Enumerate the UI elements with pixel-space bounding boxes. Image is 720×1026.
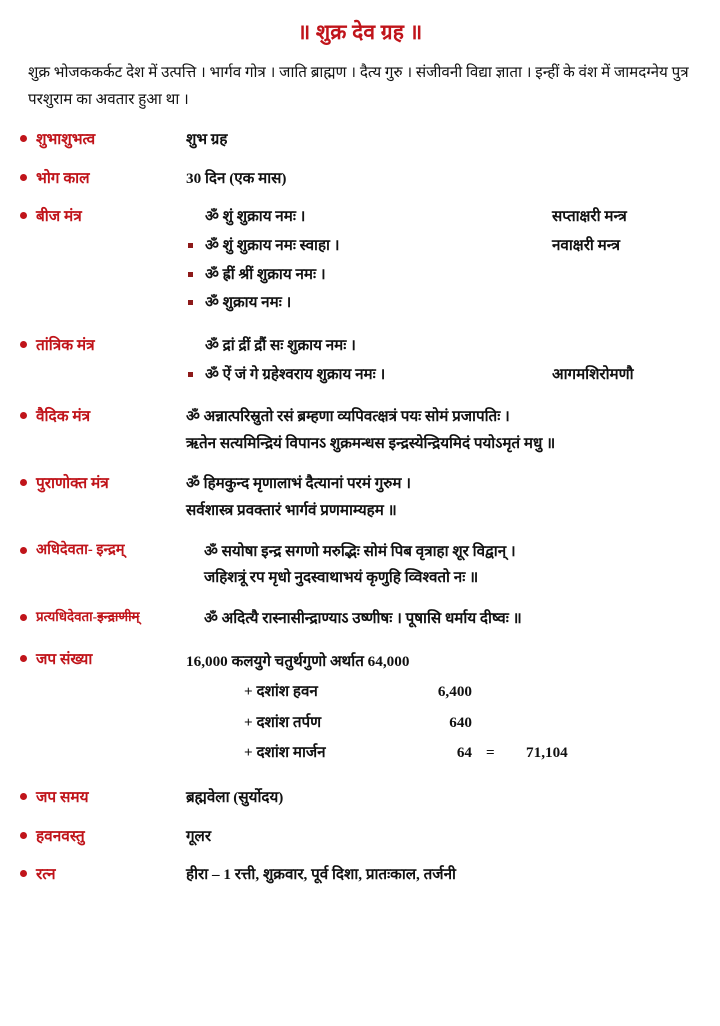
jap-row-label: + दशांश तर्पण — [244, 713, 322, 731]
mantra-text: ॐ शुं शुक्राय नमः । — [205, 208, 306, 226]
bullet — [18, 785, 36, 800]
row-value: गूलर — [186, 827, 212, 845]
list-item — [186, 234, 702, 259]
page-title: ॥ शुक्र देव ग्रह ॥ — [297, 20, 423, 44]
mantra-text: ॐ द्रां द्रीं द्रौं सः शुक्राय नमः । — [205, 336, 356, 354]
mantra-text: ॐ शुं शुक्राय नमः स्वाहा । — [205, 237, 340, 255]
row-label-strike: इन्द्राणीम् — [97, 608, 140, 624]
mantra-text: ॐ ह्रीं श्रीं शुक्राय नमः । — [205, 265, 326, 283]
mantra-text: सर्वशास्त्र प्रवक्तारं भार्गवं प्रणमाम्यहम ॥ — [186, 502, 397, 520]
mantra-list — [186, 334, 702, 387]
square-bullet-icon — [188, 300, 193, 305]
bullet — [18, 166, 36, 181]
bullet — [18, 333, 36, 348]
row-label: अधिदेवता- इन्द्रम् — [36, 541, 125, 558]
row-label: शुभाशुभत्व — [36, 131, 96, 149]
list-item — [18, 539, 702, 593]
mantra-note: नवाक्षरी मन्त्र — [552, 237, 621, 255]
jap-row-value: 64 — [456, 744, 472, 762]
mantra-list — [186, 205, 702, 316]
mantra-text: ॐ ऐं जं गे ग्रहेश्वराय शुक्राय नमः । — [205, 365, 386, 383]
row-label-prefix: प्रत्यधिदेवता- — [36, 608, 98, 624]
row-value — [186, 647, 702, 773]
row-label: तांत्रिक मंत्र — [36, 336, 95, 354]
row-label — [36, 606, 204, 627]
jap-row-label: + दशांश मार्जन — [244, 744, 326, 762]
row-label: जप समय — [36, 789, 89, 807]
list-item — [18, 606, 702, 634]
attribute-list — [18, 127, 702, 888]
bullet — [18, 862, 36, 877]
jap-row-label: + दशांश हवन — [244, 683, 318, 701]
list-item — [186, 205, 702, 230]
bullet — [18, 404, 36, 419]
row-label: रत्न — [36, 866, 56, 884]
list-item — [18, 824, 702, 850]
list-item — [18, 785, 702, 811]
jap-row-value: 640 — [449, 713, 472, 731]
table-row — [186, 741, 702, 766]
bullet — [18, 824, 36, 839]
jap-row-equals: = — [486, 744, 495, 762]
bullet — [18, 647, 36, 662]
mantra-text: ॐ अदित्यै रास्नासीन्द्राण्याऽ उष्णीषः । पूषासि धर्माय दीष्वः ॥ — [204, 609, 522, 627]
list-item — [18, 166, 702, 192]
row-value — [186, 471, 702, 525]
jap-row-total: 71,104 — [526, 744, 568, 762]
row-value — [204, 606, 702, 634]
jap-head: 16,000 कलयुगे चतुर्थगुणो अर्थात 64,000 — [186, 652, 410, 670]
list-item — [18, 127, 702, 153]
list-item — [186, 334, 702, 359]
mantra-text: ॐ सयोषा इन्द्र सगणो मरुद्भिः सोमं पिब वृत्राहा शूर विद्वान् । — [204, 542, 516, 560]
bullet — [18, 606, 36, 621]
list-item — [18, 204, 702, 320]
row-label: भोग काल — [36, 169, 90, 187]
mantra-note: सप्ताक्षरी मन्त्र — [552, 208, 627, 226]
row-value: ब्रह्मवेला (सुर्योदय) — [186, 789, 284, 807]
row-value: शुभ ग्रह — [186, 131, 228, 149]
mantra-text: ऋतेन सत्यमिन्द्रियं विपानऽ शुक्रमन्धस इन्द्रस्येन्द्रियमिदं पयोऽमृतं मधु ॥ — [186, 434, 556, 452]
row-value — [204, 539, 702, 593]
row-value: हीरा – 1 रत्ती, शुक्रवार, पूर्व दिशा, प्रातःकाल, तर्जनी — [186, 866, 456, 884]
square-bullet-icon — [188, 372, 193, 377]
row-label: बीज मंत्र — [36, 208, 82, 226]
bullet — [18, 204, 36, 219]
list-item — [18, 647, 702, 773]
mantra-text: ॐ हिमकुन्द मृणालाभं दैत्यानां परमं गुरुम । — [186, 475, 412, 493]
bullet — [18, 539, 36, 554]
row-value — [186, 404, 702, 458]
row-value — [186, 333, 702, 391]
square-bullet-icon — [188, 272, 193, 277]
jap-row-value: 6,400 — [437, 683, 472, 701]
mantra-text: ॐ अन्नात्परिस्रुतो रसं ब्रम्हणा व्यपिवत्क्षत्रं पयः सोमं प्रजापतिः । — [186, 408, 510, 426]
list-item — [186, 263, 702, 288]
mantra-note: आगमशिरोमणौ — [552, 365, 634, 383]
mantra-text: ॐ शुक्राय नमः । — [205, 294, 292, 312]
list-item — [18, 862, 702, 888]
bullet — [18, 127, 36, 142]
row-label: हवनवस्तु — [36, 827, 85, 845]
row-value — [186, 204, 702, 320]
square-bullet-icon — [188, 243, 193, 248]
row-label: वैदिक मंत्र — [36, 408, 91, 426]
jap-count-table — [186, 650, 702, 767]
row-label: पुराणोक्त मंत्र — [36, 475, 109, 493]
list-item — [186, 291, 702, 316]
list-item — [18, 404, 702, 458]
list-item — [18, 333, 702, 391]
row-value: 30 दिन (एक मास) — [186, 169, 287, 187]
bullet — [18, 471, 36, 486]
table-row — [186, 711, 702, 736]
table-row — [186, 680, 702, 705]
list-item — [18, 471, 702, 525]
row-label: जप संख्या — [36, 650, 93, 668]
intro-paragraph: शुक्र भोजककर्कट देश में उत्पत्ति । भार्गव गोत्र । जाति ब्राह्मण । दैत्य गुरु । संजीवनी विद्या ज्ञाता । इन्हीं के वंश में जामदग्नेय पुत्र परशुराम का अवतार हुआ था । — [28, 64, 689, 108]
mantra-text: जहिशत्रूं रप मृधो नुदस्वाथाभयं कृणुहि व्विश्वतो नः ॥ — [204, 569, 479, 587]
list-item — [186, 363, 702, 388]
